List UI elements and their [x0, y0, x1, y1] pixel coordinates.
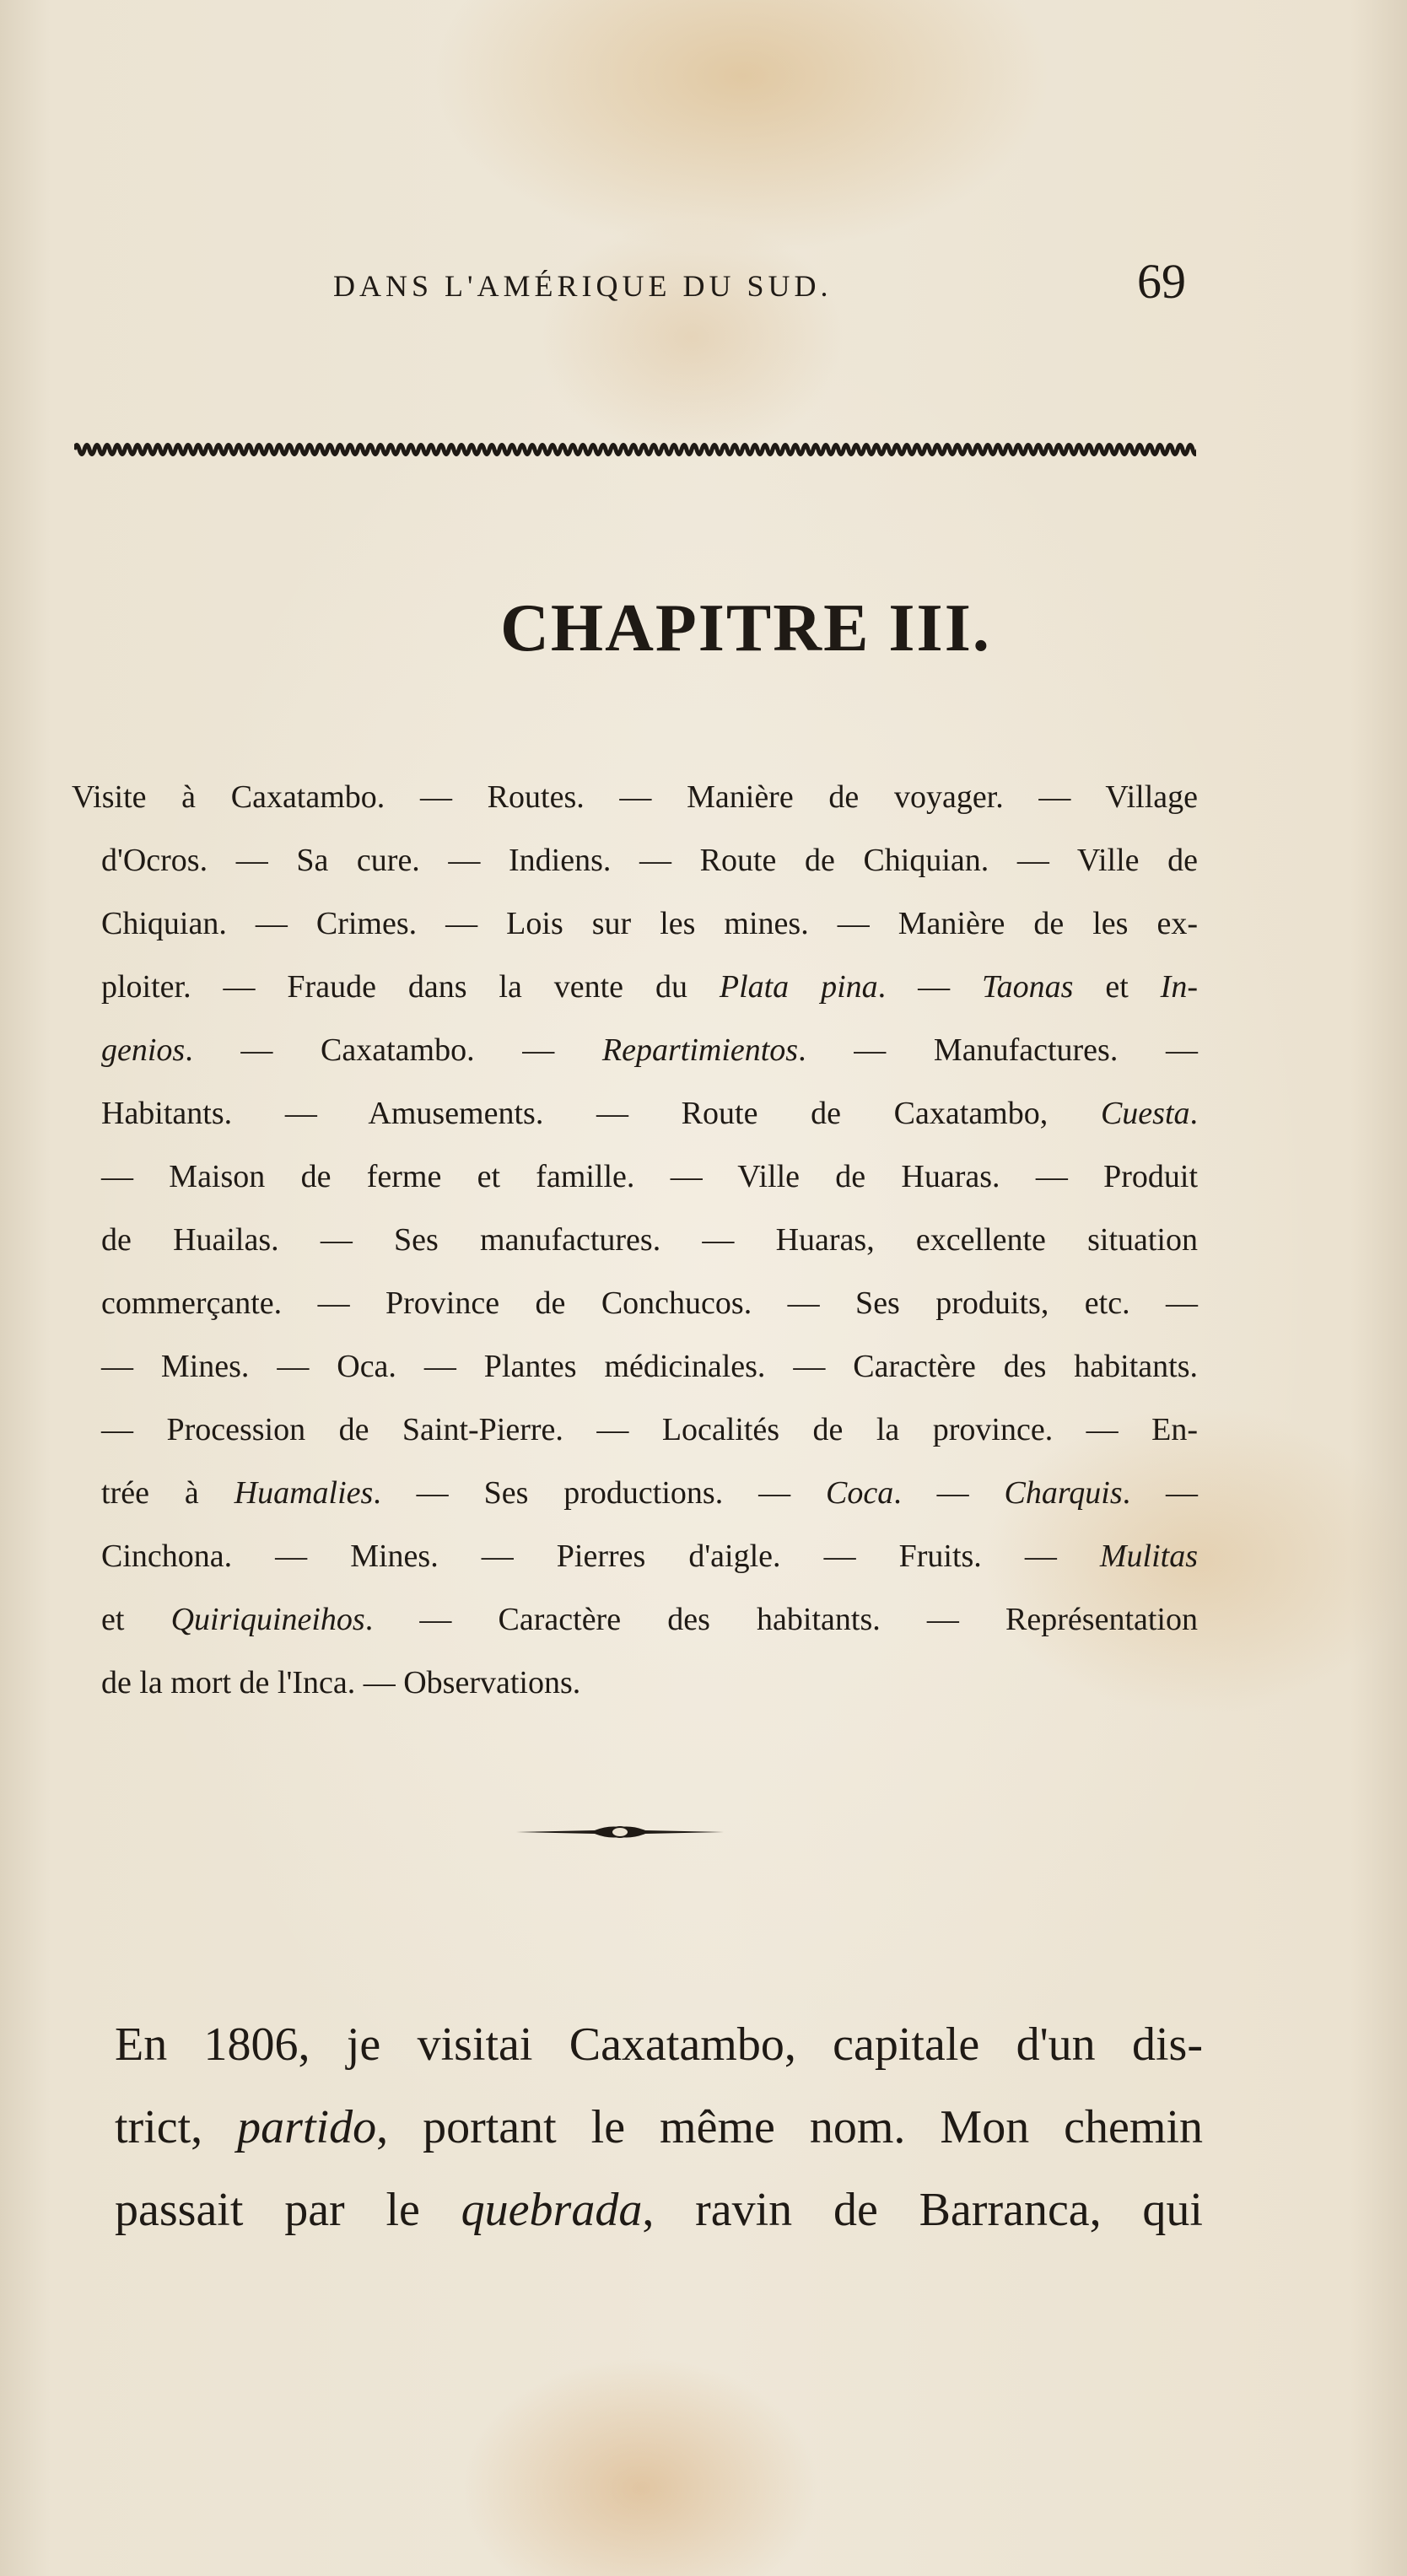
text-run: — Procession de Saint-Pierre. — Localités de la province. — En- — [101, 1412, 1198, 1447]
text-run: Chiquian. — Crimes. — Lois sur les mines. — Manière de les ex- — [101, 906, 1198, 941]
italic-term: Repartimientos — [601, 1032, 799, 1068]
body-paragraph — [115, 2003, 1203, 2251]
text-run: — Maison de ferme et famille. — Ville de Huaras. — Produit — [101, 1159, 1198, 1194]
italic-term: Charquis — [1004, 1475, 1123, 1511]
text-run: Cinchona. — Mines. — Pierres d'aigle. — Fruits. — — [101, 1539, 1100, 1574]
text-run: . — Ses productions. — — [373, 1475, 827, 1511]
summary-line — [72, 1019, 1198, 1082]
summary-line — [72, 1335, 1198, 1398]
italic-term: Huamalies — [234, 1475, 374, 1511]
text-run: . — Manufactures. — — [798, 1032, 1198, 1068]
italic-term: Taonas — [981, 969, 1074, 1005]
italic-term: In- — [1160, 969, 1198, 1005]
summary-line — [72, 1588, 1198, 1652]
italic-term: Mulitas — [1099, 1539, 1198, 1574]
text-run: de Huailas. — Ses manufactures. — Huaras, excellente situation — [101, 1222, 1198, 1258]
summary-line — [72, 892, 1198, 956]
body-line — [115, 2003, 1203, 2086]
italic-term: genios — [101, 1032, 186, 1068]
text-run: Habitants. — Amusements. — Route de Caxatambo, — [101, 1096, 1101, 1131]
text-run: de la mort de l'Inca. — Observations. — [101, 1665, 581, 1700]
body-line — [115, 2086, 1203, 2169]
text-run: . — — [877, 969, 982, 1005]
text-run: . — Caxatambo. — — [185, 1032, 602, 1068]
body-line — [115, 2169, 1203, 2251]
text-run: et — [101, 1602, 171, 1637]
text-run: . — — [893, 1475, 1005, 1511]
italic-term: Coca — [826, 1475, 894, 1511]
italic-term: Plata pina — [719, 969, 878, 1005]
text-run: trée à — [101, 1475, 234, 1511]
summary-line — [72, 1209, 1198, 1272]
italic-term: Quiriquineihos — [170, 1602, 365, 1637]
summary-line — [72, 1272, 1198, 1335]
running-head: DANS L'AMÉRIQUE DU SUD. — [333, 269, 833, 303]
italic-term: Cuesta — [1100, 1096, 1190, 1131]
text-run: Visite à Caxatambo. — Routes. — Manière de voyager. — Village — [72, 779, 1198, 815]
chapter-summary — [72, 766, 1198, 1715]
summary-line — [72, 1525, 1198, 1588]
summary-line — [72, 956, 1198, 1019]
ornamental-rule — [74, 437, 1196, 462]
summary-line — [72, 1652, 1198, 1715]
page-number: 69 — [1137, 254, 1186, 309]
summary-line — [72, 1398, 1198, 1462]
chapter-title: CHAPITRE III. — [500, 591, 991, 666]
summary-line — [72, 829, 1198, 892]
summary-line — [72, 766, 1198, 829]
summary-line — [72, 1462, 1198, 1525]
text-run: . — Caractère des habitants. — Représentation — [364, 1602, 1198, 1637]
text-run: et — [1073, 969, 1161, 1005]
text-run: trict, — [115, 2101, 238, 2153]
italic-term: partido — [237, 2101, 377, 2153]
summary-line — [72, 1082, 1198, 1145]
text-run: commerçante. — Province de Conchucos. — Ses produits, etc. — — [101, 1285, 1198, 1321]
summary-line — [72, 1145, 1198, 1209]
text-run: ploiter. — Fraude dans la vente du — [101, 969, 720, 1005]
text-run: . — — [1122, 1475, 1199, 1511]
text-run: d'Ocros. — Sa cure. — Indiens. — Route de Chiquian. — Ville de — [101, 843, 1198, 878]
text-run: , portant le même nom. Mon chemin — [376, 2101, 1204, 2153]
fleuron-divider — [515, 1822, 725, 1842]
text-run: , ravin de Barranca, qui — [642, 2184, 1203, 2236]
italic-term: quebrada — [461, 2184, 643, 2236]
text-run: . — [1189, 1096, 1198, 1131]
text-run: En 1806, je visitai Caxatambo, capitale d'un dis- — [115, 2018, 1203, 2071]
text-run: passait par le — [115, 2184, 461, 2236]
text-run: — Mines. — Oca. — Plantes médicinales. — Caractère des habitants. — [101, 1349, 1198, 1384]
